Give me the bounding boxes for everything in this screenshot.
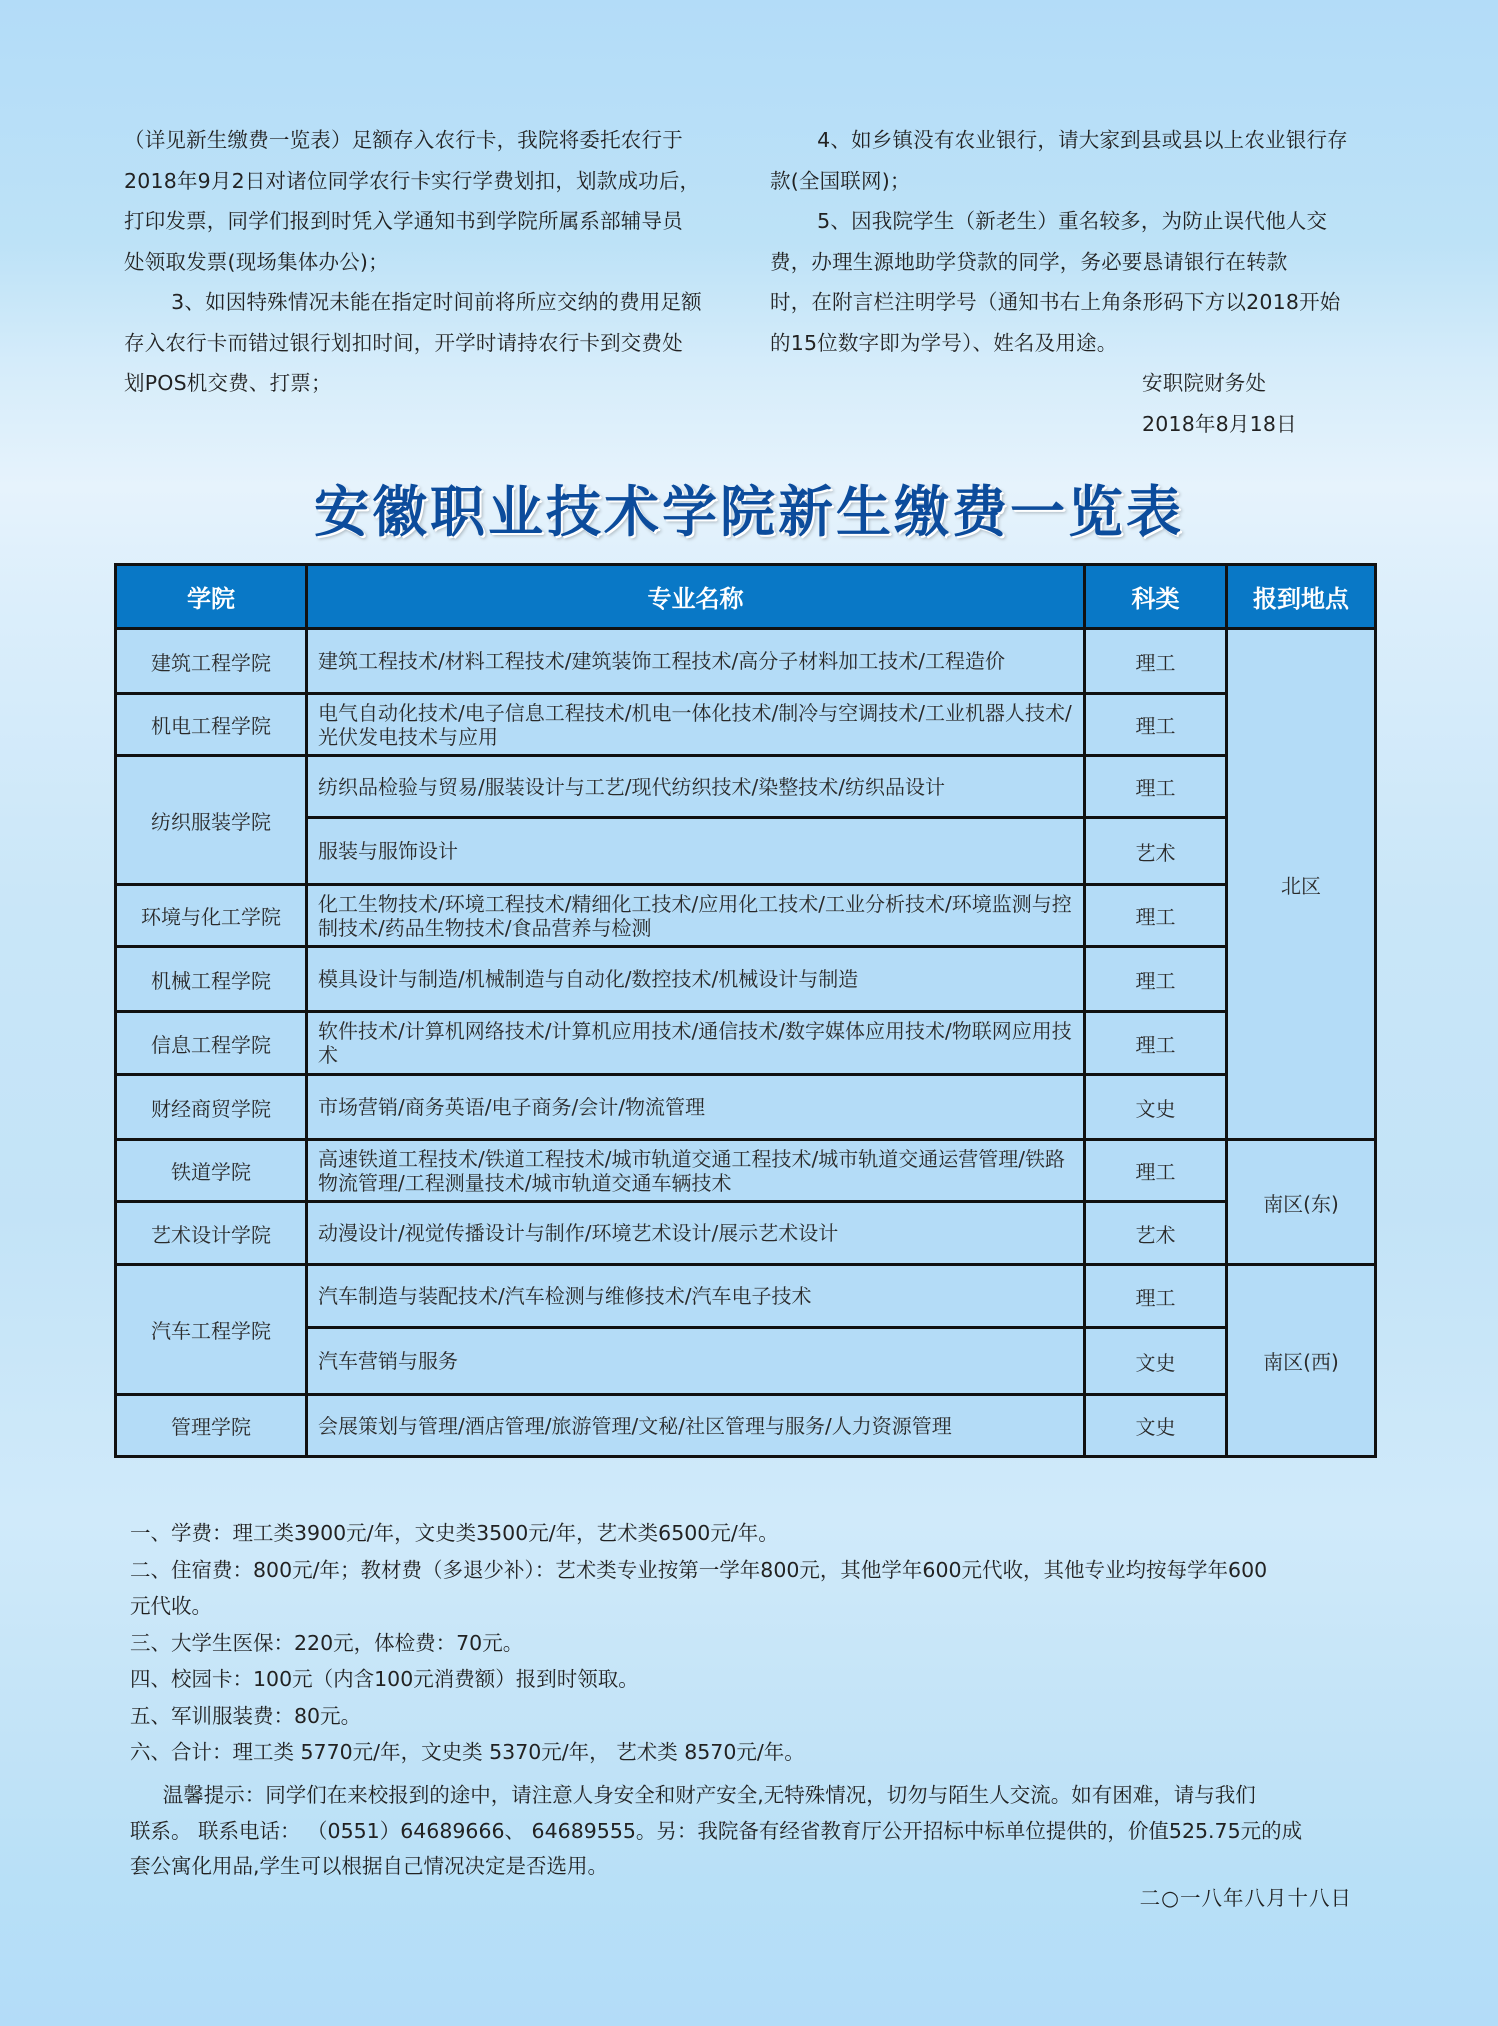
para1-line: 打印发票，同学们报到时凭入学通知书到学院所属系部辅导员: [124, 209, 683, 233]
table-row: [116, 885, 1376, 947]
category-cell: 理工: [1085, 694, 1227, 756]
table-row: [116, 1075, 1376, 1140]
para1-line: （详见新生缴费一览表）足额存入农行卡，我院将委托农行于: [124, 128, 683, 152]
category-cell: 理工: [1085, 947, 1227, 1012]
signature: 安职院财务处: [1142, 371, 1267, 395]
header-location: 报到地点: [1227, 565, 1376, 629]
table-row: [116, 629, 1376, 694]
major-cell: 高速铁道工程技术/铁道工程技术/城市轨道交通工程技术/城市轨道交通运营管理/铁路物流管理/工程测量技术/城市轨道交通车辆技术: [307, 1140, 1085, 1202]
warm-tip: [130, 1778, 1370, 1885]
table-row: [116, 1395, 1376, 1457]
college-cell: 财经商贸学院: [116, 1075, 307, 1140]
major-cell: 服装与服饰设计: [307, 818, 1085, 885]
table-row: [116, 1265, 1376, 1328]
college-cell: 铁道学院: [116, 1140, 307, 1202]
major-cell: 动漫设计/视觉传播设计与制作/环境艺术设计/展示艺术设计: [307, 1202, 1085, 1265]
fee-notes: [130, 1515, 1370, 1771]
para3-line: 划POS机交费、打票；: [124, 371, 332, 395]
major-cell: 软件技术/计算机网络技术/计算机应用技术/通信技术/数字媒体应用技术/物联网应用技术: [307, 1012, 1085, 1075]
college-cell: 建筑工程学院: [116, 629, 307, 694]
page-title: 安徽职业技术学院新生缴费一览表: [313, 479, 1184, 544]
para3-line: 存入农行卡而错过银行划扣时间，开学时请持农行卡到交费处: [124, 330, 683, 355]
major-cell: 汽车营销与服务: [307, 1328, 1085, 1395]
category-cell: 理工: [1085, 1012, 1227, 1075]
table-row: [116, 947, 1376, 1012]
location-cell: 南区(东): [1227, 1140, 1376, 1265]
college-cell: 管理学院: [116, 1395, 307, 1457]
table-row: [116, 694, 1376, 756]
para4-line: 款(全国联网)；: [770, 168, 911, 193]
category-cell: 艺术: [1085, 818, 1227, 885]
location-cell: 南区(西): [1227, 1265, 1376, 1457]
category-cell: 文史: [1085, 1075, 1227, 1140]
table-header-row: [116, 565, 1376, 629]
major-cell: 化工生物技术/环境工程技术/精细化工技术/应用化工技术/工业分析技术/环境监测与控制技术/药品生物技术/食品营养与检测: [307, 885, 1085, 947]
signature-date: 2018年8月18日: [1142, 411, 1297, 436]
fee-table: [114, 563, 1377, 1458]
college-cell: 机械工程学院: [116, 947, 307, 1012]
para5-line: 费，办理生源地助学贷款的同学，务必要恳请银行在转款: [770, 249, 1288, 274]
para5-line: 时，在附言栏注明学号（通知书右上角条形码下方以2018开始: [770, 290, 1341, 314]
table-row: [116, 1202, 1376, 1265]
major-cell: 纺织品检验与贸易/服装设计与工艺/现代纺织技术/染整技术/纺织品设计: [307, 756, 1085, 818]
major-cell: 模具设计与制造/机械制造与自动化/数控技术/机械设计与制造: [307, 947, 1085, 1012]
college-cell: 纺织服装学院: [116, 756, 307, 885]
major-cell: 建筑工程技术/材料工程技术/建筑装饰工程技术/高分子材料加工技术/工程造价: [307, 629, 1085, 694]
category-cell: 文史: [1085, 1395, 1227, 1457]
para1-line: 2018年9月2日对诸位同学农行卡实行学费划扣，划款成功后，: [124, 168, 701, 193]
major-cell: 汽车制造与装配技术/汽车检测与维修技术/汽车电子技术: [307, 1265, 1085, 1328]
category-cell: 艺术: [1085, 1202, 1227, 1265]
college-cell: 汽车工程学院: [116, 1265, 307, 1395]
note-line: 五、军训服装费：80元。: [130, 1703, 362, 1728]
tip-line: 套公寓化用品,学生可以根据自己情况决定是否选用。: [130, 1854, 609, 1878]
major-cell: 市场营销/商务英语/电子商务/会计/物流管理: [307, 1075, 1085, 1140]
note-line: 三、大学生医保：220元，体检费：70元。: [130, 1630, 524, 1655]
para5-line: 的15位数字即为学号）、姓名及用途。: [770, 330, 1118, 355]
major-cell: 电气自动化技术/电子信息工程技术/机电一体化技术/制冷与空调技术/工业机器人技术/光伏发电技术与应用: [307, 694, 1085, 756]
notice-left-column: [124, 120, 736, 404]
note-line: 四、校园卡：100元（内含100元消费额）报到时领取。: [130, 1667, 639, 1691]
header-major: 专业名称: [307, 565, 1085, 629]
category-cell: 文史: [1085, 1328, 1227, 1395]
table-row: [116, 756, 1376, 818]
college-cell: 艺术设计学院: [116, 1202, 307, 1265]
note-line: 六、合计：理工类 5770元/年，文史类 5370元/年， 艺术类 8570元/年。: [130, 1740, 805, 1764]
para5-line: 5、因我院学生（新老生）重名较多，为防止误代他人交: [817, 209, 1328, 233]
note-line: 二、住宿费：800元/年；教材费（多退少补）：艺术类专业按第一学年800元，其他学年600元代收，其他专业均按每学年600: [130, 1557, 1268, 1582]
major-cell: 会展策划与管理/酒店管理/旅游管理/文秘/社区管理与服务/人力资源管理: [307, 1395, 1085, 1457]
table-row: [116, 1012, 1376, 1075]
college-cell: 信息工程学院: [116, 1012, 307, 1075]
location-cell: 北区: [1227, 629, 1376, 1140]
para3-line: 3、如因特殊情况未能在指定时间前将所应交纳的费用足额: [171, 290, 702, 314]
header-college: 学院: [116, 565, 307, 629]
tip-line: 联系。 联系电话： （0551）64689666、 64689555。另：我院备有经省教育厅公开招标中标单位提供的，价值525.75元的成: [130, 1818, 1303, 1843]
para1-line: 处领取发票(现场集体办公)；: [124, 249, 389, 274]
category-cell: 理工: [1085, 885, 1227, 947]
note-line: 元代收。: [130, 1594, 212, 1618]
table-row: [116, 1140, 1376, 1202]
header-category: 科类: [1085, 565, 1227, 629]
category-cell: 理工: [1085, 1140, 1227, 1202]
college-cell: 环境与化工学院: [116, 885, 307, 947]
category-cell: 理工: [1085, 1265, 1227, 1328]
tip-date: 二○一八年八月十八日: [1139, 1886, 1352, 1910]
note-line: 一、学费：理工类3900元/年，文史类3500元/年，艺术类6500元/年。: [130, 1521, 779, 1545]
para4-line: 4、如乡镇没有农业银行，请大家到县或县以上农业银行存: [817, 128, 1348, 152]
college-cell: 机电工程学院: [116, 694, 307, 756]
category-cell: 理工: [1085, 756, 1227, 818]
category-cell: 理工: [1085, 629, 1227, 694]
tip-line: 温馨提示：同学们在来校报到的途中，请注意人身安全和财产安全,无特殊情况，切勿与陌生人交流。如有困难，请与我们: [162, 1783, 1256, 1807]
notice-right-column: [770, 120, 1376, 444]
